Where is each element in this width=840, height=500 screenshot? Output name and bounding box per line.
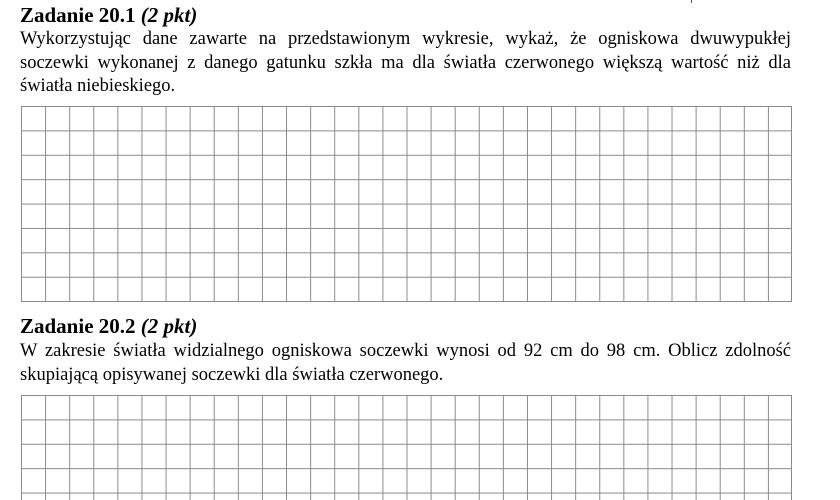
task-20-2-number: Zadanie 20.2 — [20, 314, 136, 338]
task-20-2-points: (2 pkt) — [140, 314, 198, 338]
task-20-1-points: (2 pkt) — [140, 3, 198, 27]
task-20-2-answer-grid[interactable] — [21, 395, 792, 500]
task-20-1-number: Zadanie 20.1 — [20, 3, 136, 27]
task-20-2-title — [20, 314, 197, 338]
task-20-2-text: W zakresie światła widzialnego ogniskowa soczewki wynosi od 92 cm do 98 cm. Oblicz zdolność skupiającą opisywanej soczewki dla światła czerwonego. — [20, 341, 791, 385]
task-20-1-text: Wykorzystując dane zawarte na przedstawionym wykresie, wykaż, że ogniskowa dwuwypukłej soczewki wykonanej z danego gatunku szkła ma dla światła czerwonego większą wartość niż dla światła niebieskiego. — [20, 29, 791, 96]
task-20-1-answer-grid[interactable] — [21, 106, 792, 302]
previous-page-fragment — [691, 0, 700, 3]
task-20-1-title — [20, 3, 197, 27]
